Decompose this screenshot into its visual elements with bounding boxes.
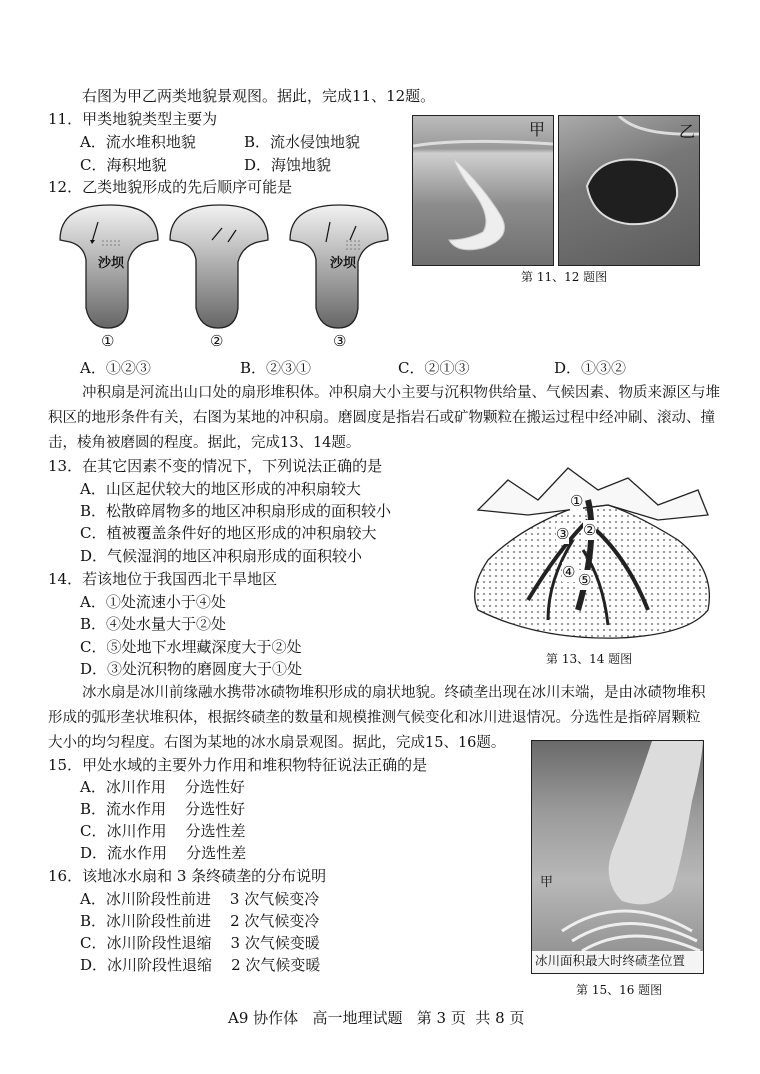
q11-option-d[interactable]: D．海蚀地貌 (244, 156, 332, 174)
lagoon-sequence-diagram (50, 200, 400, 350)
q12-option-c[interactable]: C．②①③ (398, 359, 470, 377)
photo-jia (412, 115, 554, 266)
glacier-drawing (532, 741, 703, 973)
q15-option-a[interactable]: A．冰川作用 分选性好 (80, 778, 245, 796)
q14-option-d[interactable]: D．③处沉积物的磨圆度大于①处 (80, 660, 303, 678)
q16-option-d[interactable]: D．冰川阶段性退缩 2 次气候变暖 (80, 956, 321, 974)
q16-option-c[interactable]: C．冰川阶段性退缩 3 次气候变暖 (80, 934, 320, 952)
q13-option-d[interactable]: D．气候湿润的地区冲积扇形成的面积较小 (80, 547, 363, 565)
fan-mark-5: ⑤ (578, 571, 592, 589)
q15-stem: 15．甲处水域的主要外力作用和堆积物特征说法正确的是 (48, 756, 428, 774)
photo-yi (558, 115, 700, 266)
caption-11-12: 第 11、12 题图 (521, 270, 608, 284)
q16-option-a[interactable]: A．冰川阶段性前进 3 次气候变冷 (80, 890, 320, 908)
stage-2-shape (170, 205, 268, 328)
intro-13-14-line-3: 击，棱角被磨圆的程度。据此，完成13、14题。 (48, 435, 361, 451)
q16-option-b[interactable]: B．冰川阶段性前进 2 次气候变冷 (80, 912, 320, 930)
fan-mark-2: ② (583, 521, 597, 539)
sandbar-label-3: 沙坝 (330, 256, 357, 271)
q12-stem: 12．乙类地貌形成的先后顺序可能是 (48, 178, 293, 196)
q12-option-b[interactable]: B．②③① (240, 359, 312, 377)
q11-option-a[interactable]: A．流水堆积地貌 (80, 133, 196, 151)
q11-option-b[interactable]: B．流水侵蚀地貌 (244, 133, 361, 151)
q13-option-c[interactable]: C．植被覆盖条件好的地区形成的冲积扇较大 (80, 524, 377, 542)
q13-option-b[interactable]: B．松散碎屑物多的地区冲积扇形成的面积较小 (80, 502, 392, 520)
q12-option-a[interactable]: A．①②③ (80, 359, 151, 377)
fan-mark-4: ④ (562, 563, 576, 581)
glacier-jia-label: 甲 (540, 875, 554, 890)
q13-stem: 13．在其它因素不变的情况下，下列说法正确的是 (48, 457, 383, 475)
intro-11-12: 右图为甲乙两类地貌景观图。据此，完成11、12题。 (82, 87, 436, 105)
stage-2-number: ② (210, 332, 224, 350)
intro-13-14-line-1: 冲积扇是河流出山口处的扇形堆积体。冲积扇大小主要与沉积物供给量、气候因素、物质来源区与堆 (82, 385, 720, 401)
q14-option-b[interactable]: B．④处水量大于②处 (80, 615, 227, 633)
intro-15-16-line-2: 形成的弧形垄状堆积体，根据终碛垄的数量和规模推测气候变化和冰川进退情况。分选性是指碎屑颗粒 (48, 710, 701, 726)
caption-15-16: 第 15、16 题图 (576, 983, 663, 997)
q15-option-c[interactable]: C．冰川作用 分选性差 (80, 822, 246, 840)
photo-yi-label: 乙 (679, 122, 696, 141)
q15-option-b[interactable]: B．流水作用 分选性好 (80, 800, 246, 818)
q14-option-c[interactable]: C．⑤处地下水埋藏深度大于②处 (80, 638, 302, 656)
fan-mark-1: ① (570, 492, 584, 510)
sandbar-label-1: 沙坝 (98, 256, 125, 271)
caption-13-14: 第 13、14 题图 (546, 652, 633, 666)
intro-13-14-line-2: 积区的地形条件有关，右图为某地的冲积扇。磨圆度是指岩石或矿物颗粒在搬运过程中经冲刷、滚动、撞 (48, 410, 715, 426)
fan-mark-3: ③ (556, 525, 570, 543)
q14-stem: 14．若该地位于我国西北干旱地区 (48, 570, 278, 588)
intro-15-16-line-3: 大小的均匀程度。右图为某地的冰水扇景观图。据此，完成15、16题。 (48, 735, 506, 751)
q16-stem: 16．该地冰水扇和 3 条终碛垄的分布说明 (48, 867, 327, 885)
stage-3-number: ③ (333, 332, 347, 350)
stage-1-number: ① (101, 332, 115, 350)
q11-stem: 11．甲类地貌类型主要为 (48, 110, 218, 128)
q11-option-c[interactable]: C．海积地貌 (80, 156, 167, 174)
alluvial-fan-diagram (458, 460, 720, 646)
intro-15-16-line-1: 冰水扇是冰川前缘融水携带冰碛物堆积形成的扇状地貌。终碛垄出现在冰川末端，是由冰碛物堆积 (82, 685, 706, 701)
glacier-outwash-photo (531, 740, 704, 974)
q13-option-a[interactable]: A．山区起伏较大的地区形成的冲积扇较大 (80, 480, 361, 498)
q15-option-d[interactable]: D．流水作用 分选性差 (80, 844, 247, 862)
photo-jia-label: 甲 (529, 120, 546, 139)
lagoon-drawing (559, 116, 699, 265)
page-footer: A9 协作体 高一地理试题 第 3 页 共 8 页 (228, 1009, 525, 1027)
glacier-moraine-label: 冰川面积最大时终碛垄位置 (535, 953, 686, 968)
q12-option-d[interactable]: D．①③② (554, 359, 627, 377)
q14-option-a[interactable]: A．①处流速小于④处 (80, 593, 226, 611)
